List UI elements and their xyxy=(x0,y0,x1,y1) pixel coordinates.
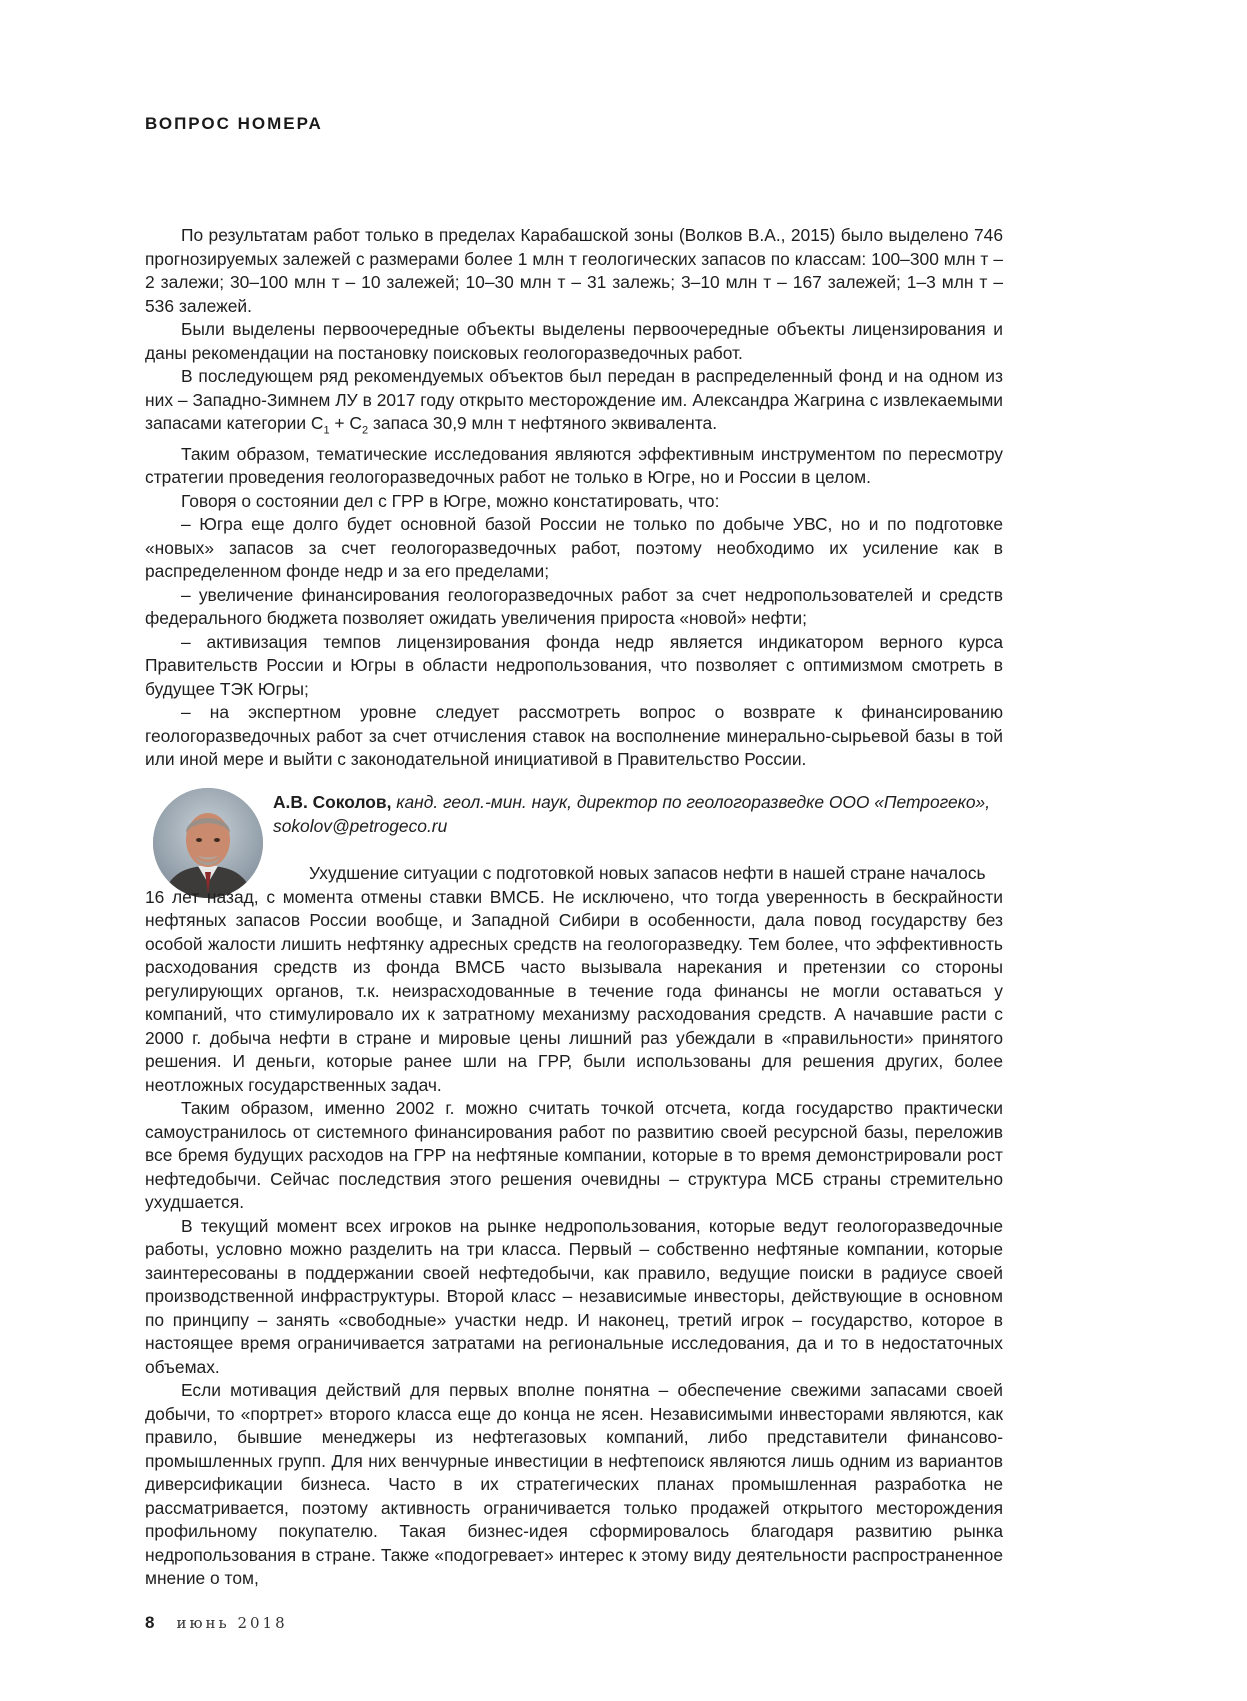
page-footer xyxy=(145,1613,288,1633)
paragraph: – на экспертном уровне следует рассмотреть вопрос о возврате к финансированию геологоразведочных работ за счет отчисления ставок на восполнение минерально-сырьевой базы в той или иной мере и выйти с законодательной инициативой в Правительство России. xyxy=(145,702,1003,770)
paragraph: – увеличение финансирования геологоразведочных работ за счет недропользователей и средств федерального бюджета позволяет ожидать увеличения прироста «новой» нефти; xyxy=(145,584,1003,629)
paragraph: Если мотивация действий для первых вполне понятна – обеспечение свежими запасами своей добычи, то «портрет» второго класса еще до конца не ясен. Независимыми инвесторами являются, как правило, бывшие менеджеры из нефтегазовых компаний, либо представители финансово-промышленных групп. Для них венчурные инвестиции в нефтепоиск являются лишь одним из вариантов диверсификации бизнеса. Часто в их стратегических планах промышленная разработка не рассматривается, поэтому активность ограничивается только продажей открытого месторождения профильному покупателю. Такая бизнес-идея сформировалось благодаря развитию рынка недропользования в стране. Также «подогревает» интерес к этому виду деятельности распространенное мнение о том, xyxy=(145,1380,1003,1588)
paragraph: Говоря о состоянии дел с ГРР в Югре, можно констатировать, что: xyxy=(181,490,720,511)
paragraph-text: запаса 30,9 млн т нефтяного эквивалента. xyxy=(368,413,718,433)
issue-date: июнь 2018 xyxy=(176,1614,288,1632)
article-part-1 xyxy=(145,224,1003,772)
paragraph: 16 лет назад, с момента отмены ставки ВМСБ. Не исключено, что тогда уверенность в бескрайности нефтяных запасов России вообще, и Западной Сибири в особенности, дала повод государству без особой жалости лишить нефтянку адресных средств на геологоразведку. Тем более, что эффективность расходования средств из фонда ВМСБ часто вызывала нарекания и претензии со стороны регулирующих органов, т.к. неизрасходованные в течение года финансы не могли оставаться у компаний, что стимулировало их к затратному механизму расходования средств. А начавшие расти с 2000 г. добыча нефти в стране и мировые цены лишний раз убеждали в «правильности» принятого решения. И деньги, которые ранее шли на ГРР, были использованы для решения других, более неотложных государственных задач. xyxy=(145,886,1003,1095)
paragraph: В текущий момент всех игроков на рынке недропользования, которые ведут геологоразведочные работы, условно можно разделить на три класса. Первый – собственно нефтяные компании, которые заинтересованы в поддержании своей нефтедобычи, как правило, ведущие поиски в радиусе своей производственной инфраструктуры. Второй класс – независимые инвесторы, действующие в основном по принципу – занять «свободные» участки недр. И наконец, третий игрок – государство, которое в настоящее время ограничивается затратами на региональные исследования, да и то в недостаточных объемах. xyxy=(145,1215,1003,1377)
paragraph: По результатам работ только в пределах Карабашской зоны (Волков В.А., 2015) было выделено 746 прогнозируемых залежей с размерами более 1 млн т геологических запасов по классам: 100–300 млн т – 2 залежи; 30–100 млн т – 10 залежей; 10–30 млн т – 31 залежь; 3–10 млн т – 167 залежей; 1–3 млн т – 536 залежей. xyxy=(145,225,1003,316)
author-name: А.В. Соколов, xyxy=(273,792,392,812)
paragraph: Таким образом, тематические исследования являются эффективным инструментом по пересмотру стратегии проведения геологоразведочных работ не только в Югре, но и России в целом. xyxy=(145,443,1003,488)
paragraph: Ухудшение ситуации с подготовкой новых запасов нефти в нашей стране началось xyxy=(309,863,986,883)
paragraph: – активизация темпов лицензирования фонда недр является индикатором верного курса Правительств России и Югры в области недропользования, что позволяет с оптимизмом смотреть в будущее ТЭК Югры; xyxy=(145,631,1003,699)
article-part-2 xyxy=(145,862,1003,1591)
paragraph: Были выделены первоочередные объекты выделены первоочередные объекты лицензирования и даны рекомендации на постановку поисковых геологоразведочных работ. xyxy=(145,319,1003,363)
paragraph: Таким образом, именно 2002 г. можно считать точкой отсчета, когда государство практически самоустранилось от системного финансирования работ по развитию своей ресурсной базы, переложив все бремя будущих расходов на ГРР на нефтяные компании, которые в то время демонстрировали рост нефтедобычи. Сейчас последствия этого решения очевидны – структура МСБ страны стремительно ухудшается. xyxy=(145,1098,1003,1212)
author-byline xyxy=(273,790,1003,838)
page-number: 8 xyxy=(145,1613,155,1632)
paragraph-text: В последующем ряд рекомендуемых объектов был передан в распределенный фонд и на одном из них – Западно-Зимнем ЛУ в 2017 году открыто месторождение им. Александра Жагрина с извлекаемыми запасами категории С xyxy=(145,366,1003,433)
section-header: ВОПРОС НОМЕРА xyxy=(145,114,323,133)
subscript: 2 xyxy=(361,424,369,437)
paragraph-text: + С xyxy=(329,413,362,433)
subscript: 1 xyxy=(323,424,330,437)
paragraph xyxy=(145,365,1003,443)
paragraph: – Югра еще долго будет основной базой России не только по добыче УВС, но и по подготовке «новых» запасов за счет геологоразведочных работ, поэтому необходимо их усиление как в распределенном фонде недр и за его пределами; xyxy=(145,514,1003,582)
author-role: канд. геол.-мин. наук, директор по геологоразведке ООО «Петрогеко», sokolov@petrogeco.ru xyxy=(273,792,991,836)
